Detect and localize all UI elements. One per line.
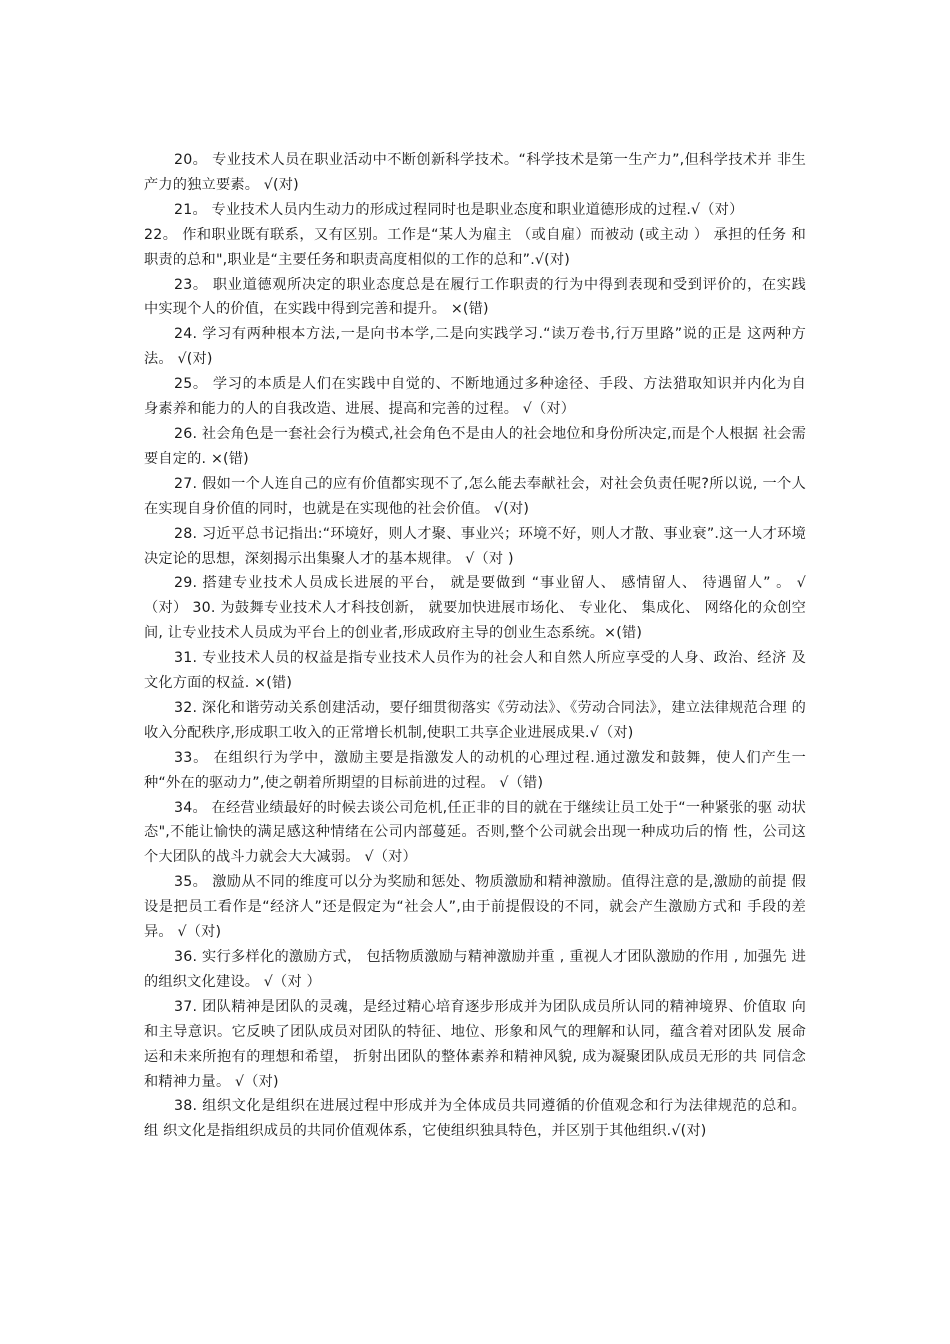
document-body (144, 148, 806, 1144)
question-item-37: 37. 团队精神是团队的灵魂，是经过精心培育逐步形成并为团队成员所认同的精神境界、价值取 向和主导意识。它反映了团队成员对团队的特征、地位、形象和风气的理解和认同，蕴含着对团队发 展命运和未来所抱有的理想和希望， 折射出团队的整体素养和精神风貌, 成为凝聚团队成员无形的共 同信念和精神力量。 √（对) (144, 998, 806, 1090)
question-item-38: 38. 组织文化是组织在进展过程中形成并为全体成员共同遵循的价值观念和行为法律规范的总和。 组 织文化是指组织成员的共同价值观体系，它使组织独具特色，并区别于其他组织.√(对) (144, 1098, 806, 1140)
question-item-20: 20。 专业技术人员在职业活动中不断创新科学技术。“科学技术是第一生产力”,但科学技术并 非生产力的独立要素。 √(对) (144, 152, 806, 193)
question-item-31: 31. 专业技术人员的权益是指专业技术人员作为的社会人和自然人所应享受的人身、政治、经济 及文化方面的权益. ×(错) (144, 650, 806, 692)
question-item-24: 24. 学习有两种根本方法,一是向书本学,二是向实践学习.“读万卷书,行万里路”说的正是 这两种方法。 √(对) (144, 326, 806, 368)
question-item-23: 23。 职业道德观所决定的职业态度总是在履行工作职责的行为中得到表现和受到评价的，在实践 中实现个人的价值，在实践中得到完善和提升。 ×(错) (144, 276, 806, 318)
question-item-34: 34。 在经营业绩最好的时候去谈公司危机,任正非的目的就在于继续让员工处于“一种紧张的驱 动状态",不能让愉快的满足感这种情绪在公司内部蔓延。否则,整个公司就会出现一种成功后的惰 性，公司这个大团队的战斗力就会大大减弱。 √（对） (144, 799, 806, 866)
question-item-27: 27. 假如一个人连自己的应有价值都实现不了,怎么能去奉献社会，对社会负责任呢?所以说, 一个人在实现自身价值的同时，也就是在实现他的社会价值。 √(对) (144, 475, 806, 517)
question-item-35: 35。 激励从不同的维度可以分为奖励和惩处、物质激励和精神激励。值得注意的是,激励的前提 假设是把员工看作是“经济人”还是假定为“社会人”,由于前提假设的不同，就会产生激励方式和 手段的差异。 √（对) (144, 874, 806, 941)
question-item-22: 22。 作和职业既有联系，又有区别。工作是“某人为雇主 （或自雇）而被动 (或主动 ） 承担的任务 和职责的总和",职业是“主要任务和职责高度相似的工作的总和”.√(对) (144, 226, 806, 268)
question-item-33: 33。 在组织行为学中，激励主要是指激发人的动机的心理过程.通过激发和鼓舞，使人们产生一 种“外在的驱动力”,使之朝着所期望的目标前进的过程。 √（错) (144, 749, 806, 791)
question-item-29-30: 29. 搭建专业技术人员成长进展的平台， 就是要做到 “事业留人、 感情留人、 待遇留人” 。 √ （对） 30. 为鼓舞专业技术人才科技创新， 就要加快进展市场化、 专业化、 集成化、 网络化的众创空间, 让专业技术人员成为平台上的创业者,形成政府主导的创业生态系统。×(错) (144, 575, 806, 642)
question-item-21: 21。 专业技术人员内生动力的形成过程同时也是职业态度和职业道德形成的过程.√（对） (174, 201, 744, 218)
question-item-32: 32. 深化和谐劳动关系创建活动，要仔细贯彻落实《劳动法》、《劳动合同法》，建立法律规范合理 的收入分配秩序,形成职工收入的正常增长机制,使职工共享企业进展成果.√（对) (144, 699, 806, 741)
question-item-25: 25。 学习的本质是人们在实践中自觉的、不断地通过多种途径、手段、方法猎取知识并内化为自 身素养和能力的人的自我改造、进展、提高和完善的过程。 √（对） (144, 376, 806, 418)
question-item-26: 26. 社会角色是一套社会行为模式,社会角色不是由人的社会地位和身份所决定,而是个人根据 社会需要自定的. ×(错) (144, 425, 806, 467)
question-item-28: 28. 习近平总书记指出:“环境好，则人才聚、事业兴；环境不好，则人才散、事业衰”.这一人才环境决定论的思想，深刻揭示出集聚人才的基本规律。 √（对 ) (144, 525, 806, 567)
question-item-36: 36. 实行多样化的激励方式， 包括物质激励与精神激励并重 , 重视人才团队激励的作用 , 加强先 进的组织文化建设。 √（对 ） (144, 949, 806, 990)
